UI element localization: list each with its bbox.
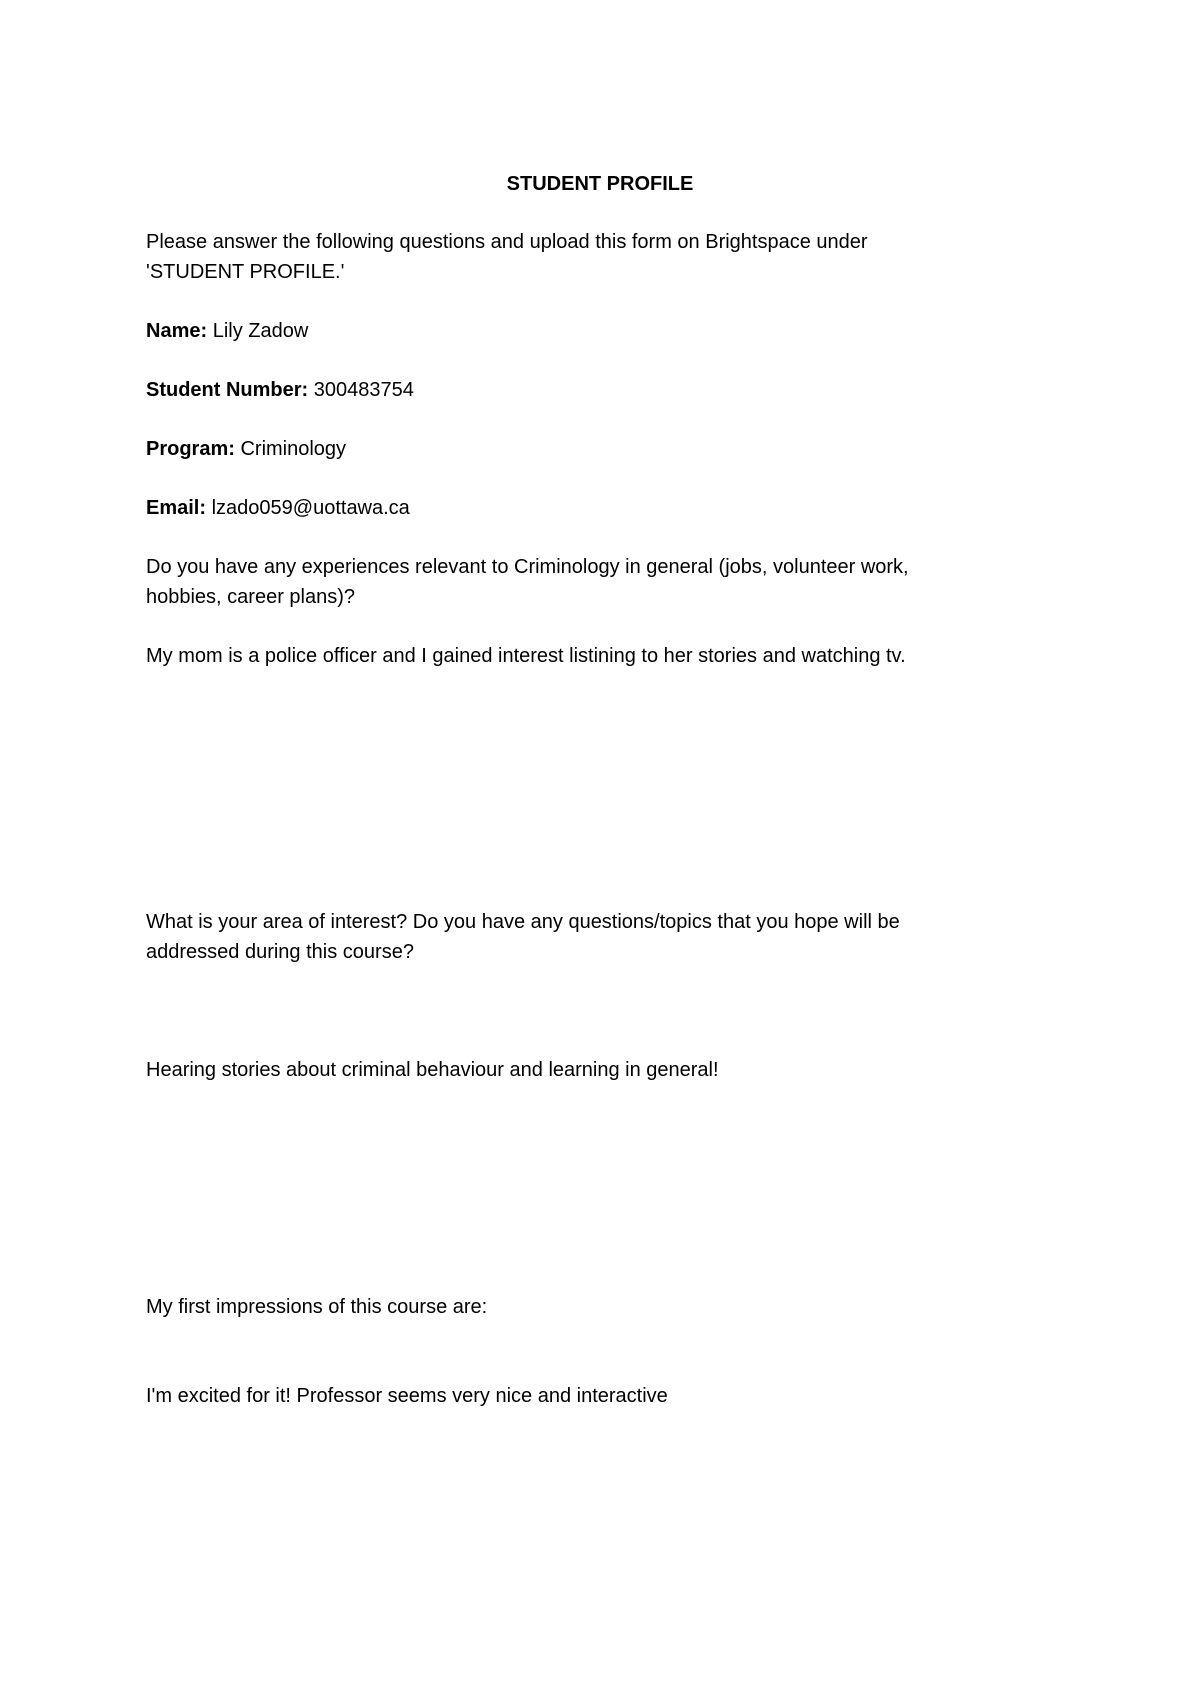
question-1-line-2: hobbies, career plans)? xyxy=(146,586,356,608)
email-label: Email: xyxy=(146,497,207,519)
program-label: Program: xyxy=(146,438,235,460)
program-field xyxy=(146,434,1026,464)
question-3: My first impressions of this course are: xyxy=(146,1296,488,1318)
question-2-answer: Hearing stories about criminal behaviour and learning in general! xyxy=(146,1059,719,1081)
name-label: Name: xyxy=(146,320,208,342)
question-2-line-1: What is your area of interest? Do you have any questions/topics that you hope will be xyxy=(146,911,900,933)
email-value: lzado059@uottawa.ca xyxy=(211,497,410,519)
email-field xyxy=(146,493,1026,523)
instructions-line-2: 'STUDENT PROFILE.' xyxy=(146,261,345,283)
student-number-value: 300483754 xyxy=(313,379,414,401)
question-1-line-1: Do you have any experiences relevant to Criminology in general (jobs, volunteer work, xyxy=(146,556,909,578)
instructions-line-1: Please answer the following questions and upload this form on Brightspace under xyxy=(146,231,868,253)
name-field xyxy=(146,316,1026,346)
student-number-label: Student Number: xyxy=(146,379,309,401)
name-value: Lily Zadow xyxy=(212,320,309,342)
question-3-answer: I'm excited for it! Professor seems very nice and interactive xyxy=(146,1385,668,1407)
program-value: Criminology xyxy=(240,438,347,460)
student-number-field xyxy=(146,375,1026,405)
page-title: STUDENT PROFILE xyxy=(506,173,694,195)
question-2-line-2: addressed during this course? xyxy=(146,941,414,963)
question-1-answer: My mom is a police officer and I gained interest listining to her stories and watching tv. xyxy=(146,645,906,667)
